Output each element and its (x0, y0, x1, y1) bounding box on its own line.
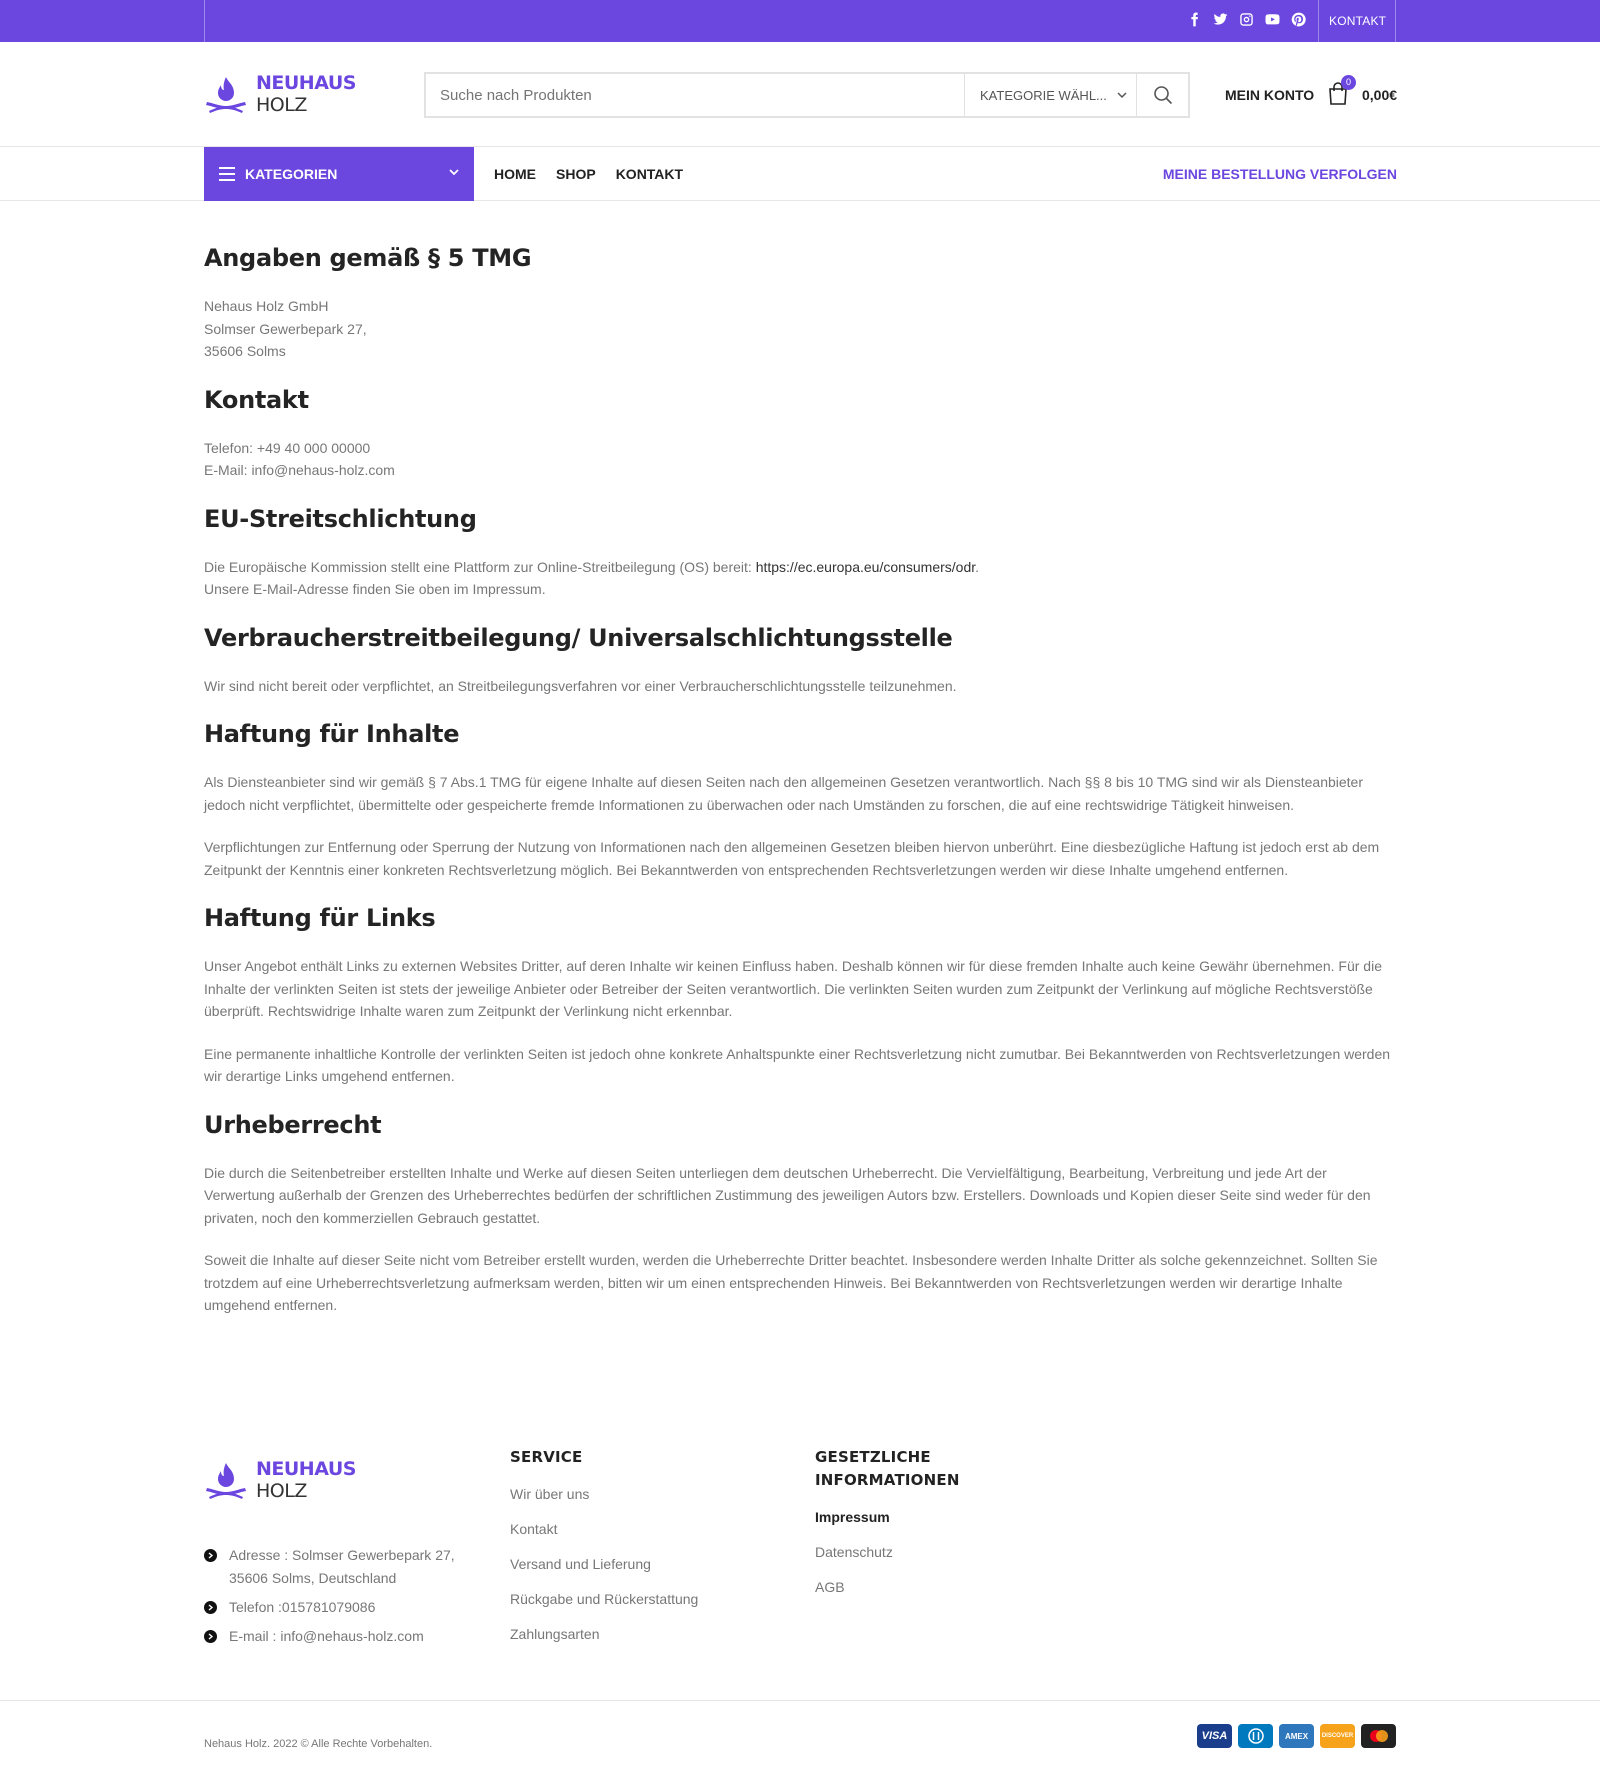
twitter-icon[interactable] (1212, 12, 1229, 29)
cart-count-badge: 0 (1341, 75, 1356, 90)
youtube-icon[interactable] (1264, 12, 1281, 29)
top-bar-divider (1395, 0, 1396, 42)
logo-line2: HOLZ (256, 94, 307, 116)
chevron-right-icon (204, 1630, 217, 1643)
top-bar-divider (1318, 0, 1319, 42)
paragraph: Verpflichtungen zur Entfernung oder Sperrung der Nutzung von Informationen nach den allgemeinen Gesetzen bleiben hiervon unberührt. Eine diesbezügliche Haftung ist jedoch erst ab dem Zeitpunkt der Kenntnis einer konkreten Rechtsverletzung möglich. Bei Bekanntwerden von entsprechenden Rechtsverletzungen werden wir diese Inhalte umgehend entfernen. (204, 839, 1380, 878)
instagram-icon[interactable] (1238, 12, 1255, 29)
paragraph: Wir sind nicht bereit oder verpflichtet, an Streitbeilegungsverfahren vor einer Verbraucherschlichtungsstelle teilzunehmen. (204, 677, 957, 694)
footer-logo[interactable] (204, 1458, 474, 1502)
footer-contact-list (204, 1544, 474, 1648)
cart-total[interactable]: 0,00€ (1362, 87, 1398, 103)
paragraph-text: . (975, 558, 980, 575)
my-account-link[interactable]: MEIN KONTO (1225, 87, 1315, 103)
facebook-icon[interactable] (1186, 12, 1203, 29)
paragraph-text: Die Europäische Kommission stellt eine Plattform zur Online-Streitbeilegung (OS) bereit: (204, 558, 756, 575)
section-title: Haftung für Links (204, 904, 436, 932)
footer-bottom-bar (0, 1700, 1600, 1774)
copyright-text: Nehaus Holz. 2022 © Alle Rechte Vorbehalten. (204, 1738, 433, 1750)
footer-address-line: Adresse : Solmser Gewerbepark 27, (229, 1547, 455, 1563)
address-line: Nehaus Holz GmbH (204, 298, 329, 314)
top-bar (0, 0, 1600, 42)
chevron-down-icon (448, 166, 460, 178)
mastercard-icon (1361, 1724, 1396, 1748)
paragraph (204, 556, 1397, 601)
nav-links (494, 166, 683, 182)
chevron-right-icon (204, 1549, 217, 1562)
email-text: E-Mail: info@nehaus-holz.com (204, 462, 395, 478)
top-bar-divider (204, 0, 205, 42)
odr-link[interactable]: https://ec.europa.eu/consumers/odr (755, 558, 976, 575)
logo-line1: NEUHAUS (256, 1458, 356, 1480)
footer-link-impressum[interactable]: Impressum (815, 1509, 890, 1525)
nav-home[interactable]: HOME (494, 166, 536, 182)
hamburger-icon (219, 167, 235, 181)
footer-heading-line: GESETZLICHE (815, 1448, 931, 1466)
categories-label: KATEGORIEN (245, 166, 338, 182)
paragraph: Soweit die Inhalte auf dieser Seite nicht vom Betreiber erstellt wurden, werden die Urheberrechte Dritter beachtet. Insbesondere werden Inhalte Dritter als solche gekennzeichnet. Sollten Sie trotzdem auf eine Urheberrechtsverletzung aufmerksam werden, bitten wir um einen entsprechenden Hinweis. Bei Bekanntwerden von Rechtsverletzungen werden wir derartige Inhalte umgehend entfernen. (204, 1252, 1378, 1313)
section-title: Angaben gemäß § 5 TMG (204, 244, 532, 272)
visa-icon: VISA (1197, 1724, 1232, 1748)
site-logo[interactable] (204, 72, 356, 116)
paragraph: Unser Angebot enthält Links zu externen Websites Dritter, auf deren Inhalte wir keinen Einfluss haben. Deshalb können wir für diese fremden Inhalte auch keine Gewähr übernehmen. Für die Inhalte der verlinkten Seiten ist stets der jeweilige Anbieter oder Betreiber der Seiten verantwortlich. Die verlinkten Seiten wurden zum Zeitpunkt der Verlinkung auf mögliche Rechtsverstöße überprüft. Rechtswidrige Inhalte waren zum Zeitpunkt der Verlinkung nicht erkennbar. (204, 958, 1382, 1019)
footer-link-agb[interactable]: AGB (815, 1579, 845, 1595)
section-title: EU-Streitschlichtung (204, 504, 477, 533)
footer-address (204, 1544, 474, 1590)
footer-link[interactable]: Kontakt (510, 1521, 558, 1537)
cart-button[interactable] (1327, 77, 1351, 108)
paragraph-text: Unsere E-Mail-Adresse finden Sie oben im Impressum. (204, 581, 546, 597)
footer-phone (204, 1596, 474, 1619)
section-title: Verbraucherstreitbeilegung/ Universalschlichtungsstelle (204, 623, 953, 652)
footer-heading-line: INFORMATIONEN (815, 1471, 960, 1489)
footer-heading (815, 1446, 960, 1492)
footer-link-datenschutz[interactable]: Datenschutz (815, 1544, 893, 1560)
paragraph: Die durch die Seitenbetreiber erstellten Inhalte und Werke auf diesen Seiten unterliegen dem deutschen Urheberrecht. Die Vervielfältigung, Bearbeitung, Verbreitung und jede Art der Verwertung außerhalb der Grenzen des Urheberrechtes bedürfen der schriftlichen Zustimmung des jeweiligen Autors bzw. Erstellers. Downloads und Kopien dieser Seite sind weder für den privaten, noch den kommerziellen Gebrauch gestattet. (204, 1164, 1371, 1226)
footer-link[interactable]: Zahlungsarten (510, 1626, 600, 1642)
nav-shop[interactable]: SHOP (556, 166, 596, 182)
contact-info (204, 437, 1397, 482)
footer-link[interactable]: Rückgabe und Rückerstattung (510, 1591, 699, 1607)
categories-menu-button[interactable] (204, 147, 474, 201)
footer-email (204, 1625, 474, 1648)
footer-address-line: 35606 Solms, Deutschland (229, 1570, 397, 1586)
footer-legal-col (815, 1446, 960, 1597)
section-title: Kontakt (204, 385, 309, 414)
section-title: Haftung für Inhalte (204, 720, 460, 748)
main-nav (0, 147, 1600, 201)
imprint-content (204, 201, 1397, 1317)
logo-line2: HOLZ (256, 1480, 307, 1502)
category-select[interactable] (964, 74, 1136, 116)
flame-logo-icon (204, 72, 248, 116)
logo-line1: NEUHAUS (256, 72, 356, 94)
section-title: Urheberrecht (204, 1110, 382, 1139)
pinterest-icon[interactable] (1290, 12, 1307, 29)
social-links (1186, 12, 1307, 29)
search-input[interactable] (426, 74, 964, 116)
company-address (204, 295, 1397, 363)
payment-methods (1197, 1724, 1396, 1748)
footer-brand-col (204, 1458, 474, 1654)
nav-contact[interactable]: KONTAKT (615, 166, 684, 182)
category-select-label: KATEGORIE WÄHL... (980, 87, 1107, 103)
footer-heading: SERVICE (510, 1448, 583, 1466)
address-line: Solmser Gewerbepark 27, (204, 320, 367, 337)
flame-logo-icon (204, 1458, 248, 1502)
track-order-link[interactable]: MEINE BESTELLUNG VERFOLGEN (1162, 166, 1397, 182)
footer-phone-text: Telefon :015781079086 (229, 1599, 376, 1615)
phone-text: Telefon: +49 40 000 00000 (204, 439, 371, 456)
footer-service-col (510, 1446, 698, 1644)
address-line: 35606 Solms (204, 343, 286, 359)
chevron-right-icon (204, 1601, 217, 1614)
chevron-down-icon (1117, 90, 1127, 100)
amex-icon: AMEX (1279, 1724, 1314, 1748)
search-form (424, 72, 1190, 118)
paragraph: Eine permanente inhaltliche Kontrolle der verlinkten Seiten ist jedoch ohne konkrete Anhaltspunkte einer Rechtsverletzung nicht zumutbar. Bei Bekanntwerden von Rechtsverletzungen werden wir derartige Links umgehend entfernen. (204, 1045, 1391, 1084)
footer-link[interactable]: Versand und Lieferung (510, 1556, 651, 1572)
footer-link[interactable]: Wir über uns (510, 1486, 590, 1502)
discover-icon: DISCOVER (1320, 1724, 1355, 1748)
site-header (0, 42, 1600, 147)
search-icon (1153, 85, 1173, 105)
footer-email-text: E-mail : info@nehaus-holz.com (229, 1628, 424, 1644)
search-button[interactable] (1136, 74, 1188, 116)
diners-club-icon (1238, 1724, 1273, 1748)
top-contact-link[interactable]: KONTAKT (1329, 14, 1387, 28)
paragraph: Als Diensteanbieter sind wir gemäß § 7 Abs.1 TMG für eigene Inhalte auf diesen Seiten nach den allgemeinen Gesetzen verantwortlich. Nach §§ 8 bis 10 TMG sind wir als Diensteanbieter jedoch nicht verpflichtet, übermittelte oder gespeicherte fremde Informationen zu überwachen oder nach Umständen zu forschen, die auf eine rechtswidrige Tätigkeit hinweisen. (204, 774, 1363, 813)
